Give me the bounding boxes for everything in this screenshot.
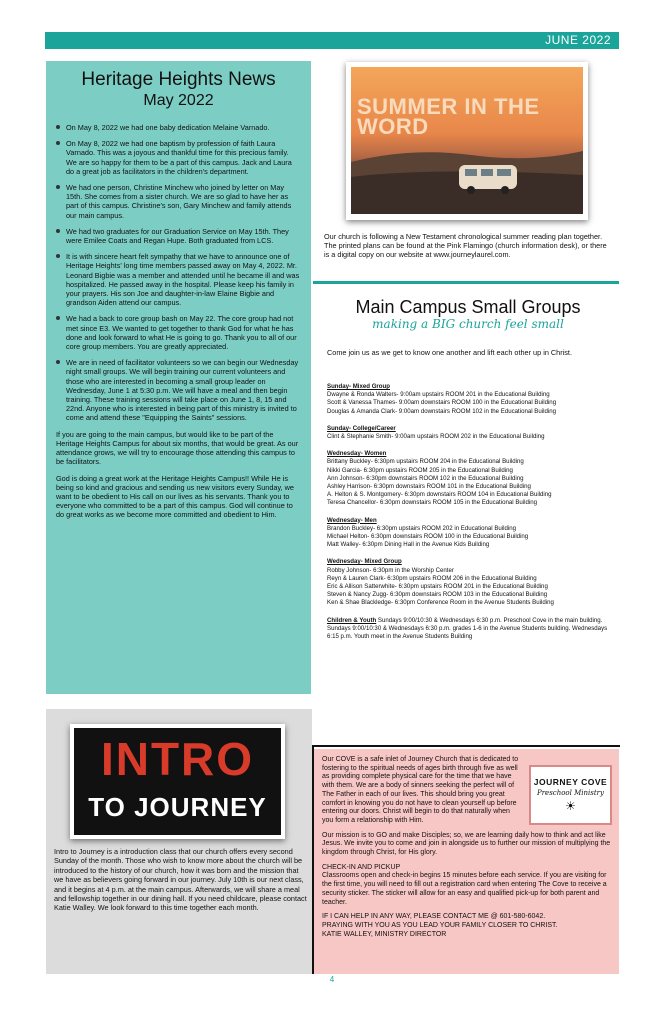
list-item: On May 8, 2022 we had one baby dedication Melaine Varnado. — [56, 123, 301, 132]
list-item: We had one person, Christine Minchew who joined by letter on May 15th. She comes from a sister church. We are so glad to have her as part of this campus. Christine's son, Gary Minchew and family attends our main campus. — [56, 183, 301, 220]
summer-in-the-word-image — [351, 67, 583, 214]
group-section — [327, 425, 613, 441]
list-item: On May 8, 2022 we had one baptism by profession of faith Laura Varnado. This was a joyous and thankful time for this precious family. We are so happy for them to be a part of this campus. Jack and Laura do a great job as facilitators in the children's department. — [56, 139, 301, 176]
small-groups-list — [327, 383, 613, 650]
journey-cove-text — [322, 756, 612, 939]
list-item: Dwayne & Ronda Walters- 9:00am upstairs ROOM 201 in the Educational Building — [327, 391, 550, 399]
children-youth-heading: Children & Youth — [327, 616, 377, 624]
contact-line: PRAYING WITH YOU AS YOU LEAD YOUR FAMILY CLOSER TO CHRIST. — [322, 921, 558, 929]
heritage-subtitle: May 2022 — [143, 92, 214, 109]
intro-to-journey-text: Intro to Journey is a introduction class that our church offers every second Sunday of the month. Those who wish to know more about the church will be introduced to the history of our church, how it was born and the mission that we have as believers going forward in our journey. July 10th is our next class, and it begins at 4 p.m. at the main campus. Afterwards, we will share a meal and fellowship together in our dining hall. If you need childcare, please contact Katie Walley. We look forward to this time together each month. — [54, 847, 307, 913]
contact-line: IF I CAN HELP IN ANY WAY, PLEASE CONTACT ME @ 601-580-6042. — [322, 913, 546, 921]
children-youth-section — [327, 617, 613, 642]
list-item: Robby Johnson- 6:30pm in the Worship Center — [327, 566, 454, 574]
children-youth-text: Sundays 9:00/10:30 & Wednesdays 6:30 p.m. Preschool Cove in the main building. Sundays 9:00/10:30 & Wednesdays 6:30 p.m. grades 1-6 in the Avenue Students building. Wednesdays 6:15 p.m. Youth meet in the Avenue Students Building — [327, 616, 608, 641]
contact-line: KATIE WALLEY, MINISTRY DIRECTOR — [322, 930, 447, 938]
list-item: Brandon Buckley- 6:30pm upstairs ROOM 202 in Educational Building — [327, 524, 517, 532]
group-heading: Wednesday- Mixed Group — [327, 558, 402, 566]
section-divider — [313, 281, 619, 284]
heritage-bullet-list — [56, 123, 301, 423]
heritage-news-panel — [46, 61, 311, 694]
issue-date: JUNE 2022 — [545, 33, 611, 47]
cove-border-top — [312, 745, 620, 747]
list-item: It is with sincere heart felt sympathy that we have to announce one of Heritage Heights' long time members passed away on May 4, 2022. Mr. Leonard Bigbie was a member and attended until he became ill and was hospitalized. He passed away in the hospital. Please keep his family in your prayers. His son Joe and daughter-in-law Elaine Bigbie and grandson Aiden attend our campus. — [56, 252, 301, 307]
group-heading: Wednesday- Women — [327, 450, 387, 458]
list-item: Ken & Shae Blackledge- 6:30pm Conference Room in the Avenue Students Building — [327, 599, 554, 607]
cove-logo-title: JOURNEY COVE — [533, 777, 608, 787]
group-heading: Sunday- Mixed Group — [327, 383, 390, 390]
list-item: Michael Helton- 6:30pm downstairs ROOM 100 in the Educational Building — [327, 533, 529, 541]
list-item: Douglas & Amanda Clark- 9:00am downstairs ROOM 102 in the Educational Building — [327, 407, 556, 415]
list-item: Reyn & Lauren Clark- 6:30pm upstairs ROOM 206 in the Educational Building — [327, 574, 537, 582]
summer-scene-graphic — [351, 67, 583, 214]
small-groups-title: Main Campus Small Groups — [355, 297, 581, 317]
cove-logo-subtitle: Preschool Ministry — [537, 789, 604, 797]
cove-paragraph: Our COVE is a safe inlet of Journey Church that is dedicated to fostering to the spiritual needs of ages birth through five as well as providing complete physical care for the time that we have with them. We are a body of sinners seeking the perfect will of The Father in each of our lives. This should bring you great comfort in knowing you do not have to clean yourself up before entering our doors. Christ will begin to do that naturally when you form a relationship with Him. — [322, 756, 519, 824]
list-item: Brittany Buckley- 6:30pm upstairs ROOM 204 in the Educational Building — [327, 458, 524, 466]
small-groups-intro: Come join us as we get to know one another and lift each other up in Christ. — [327, 348, 572, 357]
group-section — [327, 383, 613, 416]
summer-image-text: SUMMER IN THE WORD — [357, 94, 540, 139]
summer-caption: Our church is following a New Testament chronological summer reading plan together. The printed plans can be found at the Pink Flamingo (church information desk), or there is a digital copy on our website at www.journeylaurel.com. — [324, 232, 607, 260]
list-item: Steven & Nancy Zugg- 6:30pm downstairs ROOM 103 in the Educational Building — [327, 591, 548, 599]
list-item: Clint & Stephanie Smith- 9:00am upstairs ROOM 202 in the Educational Building — [327, 433, 545, 441]
list-item: Eric & Allison Satterwhite- 6:30pm upstairs ROOM 201 in the Educational Building — [327, 583, 548, 591]
intro-image-small-text: TO JOURNEY — [88, 792, 267, 822]
checkin-text: Classrooms open and check-in begins 15 minutes before each service. If you are visiting for the first time, you will need to fill out a registration card when entering The Cove to receive a security sticker. The sticker will allow for an easy and qualified pick-up for both parent and teacher. — [322, 872, 607, 906]
small-groups-tagline: making a BIG church feel small — [372, 317, 564, 331]
list-item: We had a back to core group bash on May 22. The core group had not met since E3. We wanted to get together to thank God for what he has done and look forward to what He is going to go. Thank you to all of our core group members. You are greatly appreciated. — [56, 314, 301, 351]
list-item: We had two graduates for our Graduation Service on May 15th. They were Emilee Coats and Regan Hupe. Both graduated from LCS. — [56, 227, 301, 245]
intro-to-journey-image — [70, 724, 285, 839]
list-item: Matt Walley- 6:30pm Dining Hall in the Avenue Kids Building — [327, 541, 490, 549]
group-heading: Sunday- College/Career — [327, 424, 396, 432]
group-heading: Wednesday- Men — [327, 516, 377, 524]
checkin-heading: CHECK-IN AND PICKUP — [322, 863, 401, 871]
sun-icon: ☀ — [565, 799, 576, 813]
page-number: 4 — [329, 975, 335, 984]
heritage-paragraph: If you are going to the main campus, but would like to be part of the Heritage Heights Campus for about six months, that would be great. As our attendance grows, we will try to encourage those attending this campus to be facilitators. — [56, 429, 299, 467]
list-item: Teresa Chancellor- 6:30pm downstairs ROOM 105 in the Educational Building — [327, 499, 538, 507]
list-item: Ashley Harrison- 6:30pm downstairs ROOM 101 in the Educational Building — [327, 483, 531, 491]
group-section — [327, 517, 613, 550]
cove-border-left — [312, 745, 314, 974]
header-bar — [45, 32, 619, 49]
list-item: Ann Johnson- 6:30pm downstairs ROOM 102 in the Educational Building — [327, 474, 524, 482]
group-section — [327, 450, 613, 507]
intro-image-big-text: INTRO — [100, 733, 255, 785]
heritage-paragraph: God is doing a great work at the Heritage Heights Campus!! While He is being so kind and gracious and sending us new visitors every Sunday, we want to be obedient to His call on our lives as his servants. Thank you to everyone who committed to be a part of this campus. God will continue to do great works as we become more committed and obedient to Him. — [56, 473, 294, 520]
heritage-title: Heritage Heights News — [81, 69, 276, 90]
group-section — [327, 558, 613, 607]
cove-paragraph: Our mission is to GO and make Disciples; so, we are learning daily how to think and act like Jesus. We invite you to come and join in alongside us to further our mission of multiplying the kingdom through Christ, for His glory. — [322, 831, 611, 857]
intro-image-inner — [74, 728, 281, 835]
list-item: A. Helton & S. Montgomery- 6:30pm downstairs ROOM 104 in Educational Building — [327, 491, 552, 499]
list-item: Scott & Vanessa Thames- 9:00am downstairs ROOM 100 in the Educational Building — [327, 399, 557, 407]
list-item: Nikki Garcia- 6:30pm upstairs ROOM 205 in the Educational Building — [327, 466, 513, 474]
list-item: We are in need of facilitator volunteers so we can begin our Wednesday night small groups. We will begin training our current volunteers and those who are interested in becoming a small group leader on Wednesday, June 1 at 5:30 p.m. We will have a meal and then begin training. These training sessions will take place on June 1, 8, 15 and 22nd. Anyone who is interested in being part of this ministry is invited to come and attend these "Equipping the Saints" sessions. — [56, 358, 301, 422]
